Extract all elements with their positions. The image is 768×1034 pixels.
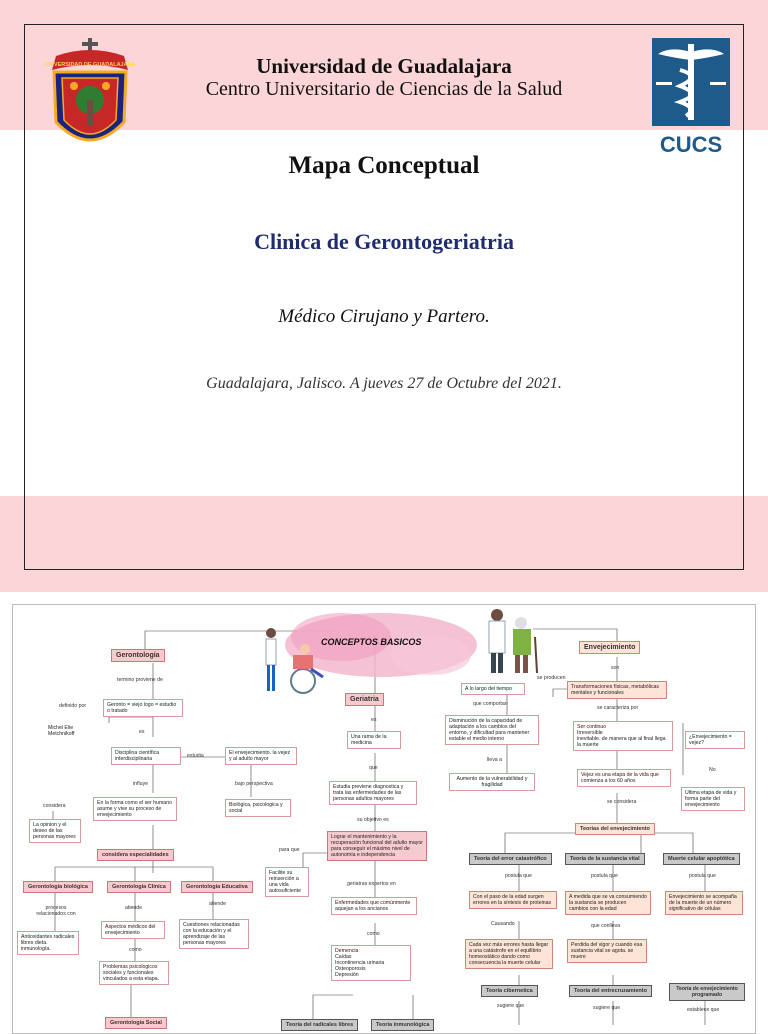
label-como1: como (129, 947, 142, 953)
g-educativa-node: Gerontología Educativa (181, 881, 253, 893)
label-producen: se producen (537, 675, 566, 681)
facilite-node: Facilite su reinserción a una vida autosuficiente (265, 867, 309, 897)
opinion-node: La opinion y el deseo de las personas mayores (29, 819, 81, 843)
list-item: Osteoporosis (335, 966, 366, 972)
caracteristicas-list (573, 721, 673, 751)
list-item: Ser continuo (577, 724, 607, 730)
ultima-node: Ultima etapa de vida y forma parte del envejecimiento (681, 787, 745, 811)
envejecimiento-vejez-node: El envejecimiento. la vejez y al adulto mayor (225, 747, 297, 765)
label-postula3: postula que (689, 873, 716, 879)
list-item: inevitable. de manera que al final llega la muerte (577, 736, 666, 748)
enfermedades-node: Enfermedades que comúnmente aquejan a los ancianos (331, 897, 417, 915)
label-procesos: procesos relacionados con (36, 905, 76, 917)
svg-text:UNIVERSIDAD DE GUADALAJARA: UNIVERSIDAD DE GUADALAJARA (44, 62, 136, 68)
disciplina-node: Disciplina científica interdisciplinaria (111, 747, 181, 765)
list-item: Caídas (335, 954, 352, 960)
apoptotica-txt-node: Envejecimiento se acompaña de la muerte de un número significativo de células (665, 891, 743, 915)
g-clinica-node: Gerontología Clínica (107, 881, 171, 893)
label-comportan: que comportan (473, 701, 508, 707)
centre-subtitle: Centro Universitario de Ciencias de la Salud (205, 78, 563, 100)
svg-text:CUCS: CUCS (659, 132, 723, 157)
biologica-node: Biológica, psicologica y social (225, 799, 291, 817)
apoptotica-node: Muerte celular apoptótica (663, 853, 740, 865)
label-influye: influye (133, 781, 148, 787)
pregunta-node: ¿Envejecimiento = vejez? (685, 731, 745, 749)
geronto-node: Geronto = viejo logo = estudio o tratado (103, 699, 183, 717)
aumento-node: Aumento de la vulnerabilidad y fragilidad (449, 773, 535, 791)
doctor-elderly-icon (481, 607, 543, 675)
estudia-node: Estudia previene diagnostica y trata las enfermedades de las personas adultos mayores (329, 781, 417, 805)
metchnikoff-node: Michel Elie Metchnikoff (45, 723, 91, 739)
label-que: que (369, 765, 378, 771)
envejecimiento-node: Envejecimiento (579, 641, 640, 654)
place-date-line: Guadalajara, Jalisco. A jueves 27 de Octubre del 2021. (206, 375, 562, 392)
list-item: Incontinencia urinaria (335, 960, 385, 966)
career-line: Médico Cirujano y Partero. (278, 306, 490, 327)
label-objetivo: su objetivo es (357, 817, 389, 823)
sustancia-txt-node: A medida que se va consumiendo la sustancia se producen cambios con la edad (565, 891, 651, 915)
label-estudia: estudia (187, 753, 204, 759)
list-item: Irreversible (577, 730, 603, 736)
g-social-node: Gerontologia Social (105, 1017, 167, 1029)
list-item: Demencia (335, 948, 359, 954)
label-considera2: se considera (607, 799, 637, 805)
rama-node: Una rama de la medicina (347, 731, 401, 749)
transformaciones-node: Transformaciones físicas, metabólicas mentales y funcionales (567, 681, 667, 699)
label-sugiere2: sugiere que (593, 1005, 621, 1011)
label-es2: es (371, 717, 377, 723)
label-lleva: lleva a (487, 757, 502, 763)
teoria-inmuno-node: Teoría inmunológica (371, 1019, 434, 1031)
course-title: Clinica de Gerontogeriatria (254, 229, 514, 254)
label-conlleva: que conlleva (591, 923, 621, 929)
g-biologica-node: Gerontología biológica (23, 881, 93, 893)
gerontologia-node: Gerontología (111, 649, 165, 662)
cuestiones-node: Cuestiones relacionadas con la educación y el aprendizaje de las personas mayores (179, 919, 249, 949)
disminucion-node: Disminución de la capacidad de adaptación a los cambios del entorno, y dificultad para mantener estable el medio interno (445, 715, 539, 745)
teoria-radicales-node: Teoría del radicales libres (281, 1019, 358, 1031)
teorias-node: Teorias del envejecimiento (575, 823, 655, 835)
label-postula1: postula que (505, 873, 532, 879)
list-item: Depresión (335, 972, 359, 978)
map-title: CONCEPTOS BASICOS (321, 637, 422, 647)
label-definido: definido por (59, 703, 87, 709)
label-para: para que (279, 847, 300, 853)
tiempo-node: A lo largo del tiempo (461, 683, 525, 695)
lograr-node: Lograr el mantenimiento y la recuperación funcional del adulto mayor para conseguir el máximo nivel de autonomía e independencia (327, 831, 427, 861)
label-bajo: bajo perspectiva (235, 781, 273, 787)
label-considera: considera (43, 803, 66, 809)
label-postula2: postula que (591, 873, 618, 879)
error-txt2-node: Cada vez más errores hasta llegar a una catástrofe en el equilibrio homeostático dando como consecuencia la muerte celular (465, 939, 553, 969)
sustancia-txt2-node: Perdida del vigor y cuando esa sustancia vital se agota. se muere (567, 939, 647, 963)
label-atiende1: atiende (125, 905, 143, 911)
aspectos-node: Aspectos médicos del envejecimiento (101, 921, 165, 939)
label-son: son (611, 665, 620, 671)
entrecruzamiento-node: Teoría del entrecruzamiento (569, 985, 652, 997)
label-no: No (709, 767, 716, 773)
vejez-node: Vejez es una etapa de la vida que comienza a los 60 años (577, 769, 671, 787)
especialidades-node: considera especialidades (97, 849, 174, 861)
label-expertos: geriatras expertos en (347, 881, 396, 887)
programado-node: Teoría de envejecimiento programado (669, 983, 745, 1001)
label-atiende2: atiende (209, 901, 227, 907)
nurse-wheelchair-icon (261, 625, 331, 697)
error-txt-node: Con el paso de la edad surgen errores en la síntesis de proteinas (469, 891, 557, 909)
label-causando: Causando (491, 921, 515, 927)
doc-type-heading: Mapa Conceptual (288, 152, 480, 179)
sustancia-node: Teoría de la sustancia vital (565, 853, 645, 865)
label-termino: termino proviene de (117, 677, 163, 683)
label-establece: establece que (687, 1007, 720, 1013)
concept-map-page (12, 604, 756, 1034)
label-sugiere1: sugiere que (497, 1003, 525, 1009)
error-node: Teoría del error catastrófico (469, 853, 552, 865)
forma-node: En la forma como el ser humano asume y vive su proceso de envejecimiento (93, 797, 177, 821)
label-caracteriza: se caracteriza por (597, 705, 639, 711)
label-es1: es (139, 729, 145, 735)
university-title: Universidad de Guadalajara (256, 54, 512, 78)
problemas-node: Problemas psicologicos sociales y funcionales vinculados a esta etapa. (99, 961, 169, 985)
enfermedades-list (331, 945, 411, 981)
label-como2: como (367, 931, 380, 937)
geriatria-node: Geriatria (345, 693, 384, 706)
cibernetica-node: Teoría cibernetica (481, 985, 538, 997)
antioxidantes-node: Antioxidantes radicales libres dieta. inmunología. (17, 931, 79, 955)
